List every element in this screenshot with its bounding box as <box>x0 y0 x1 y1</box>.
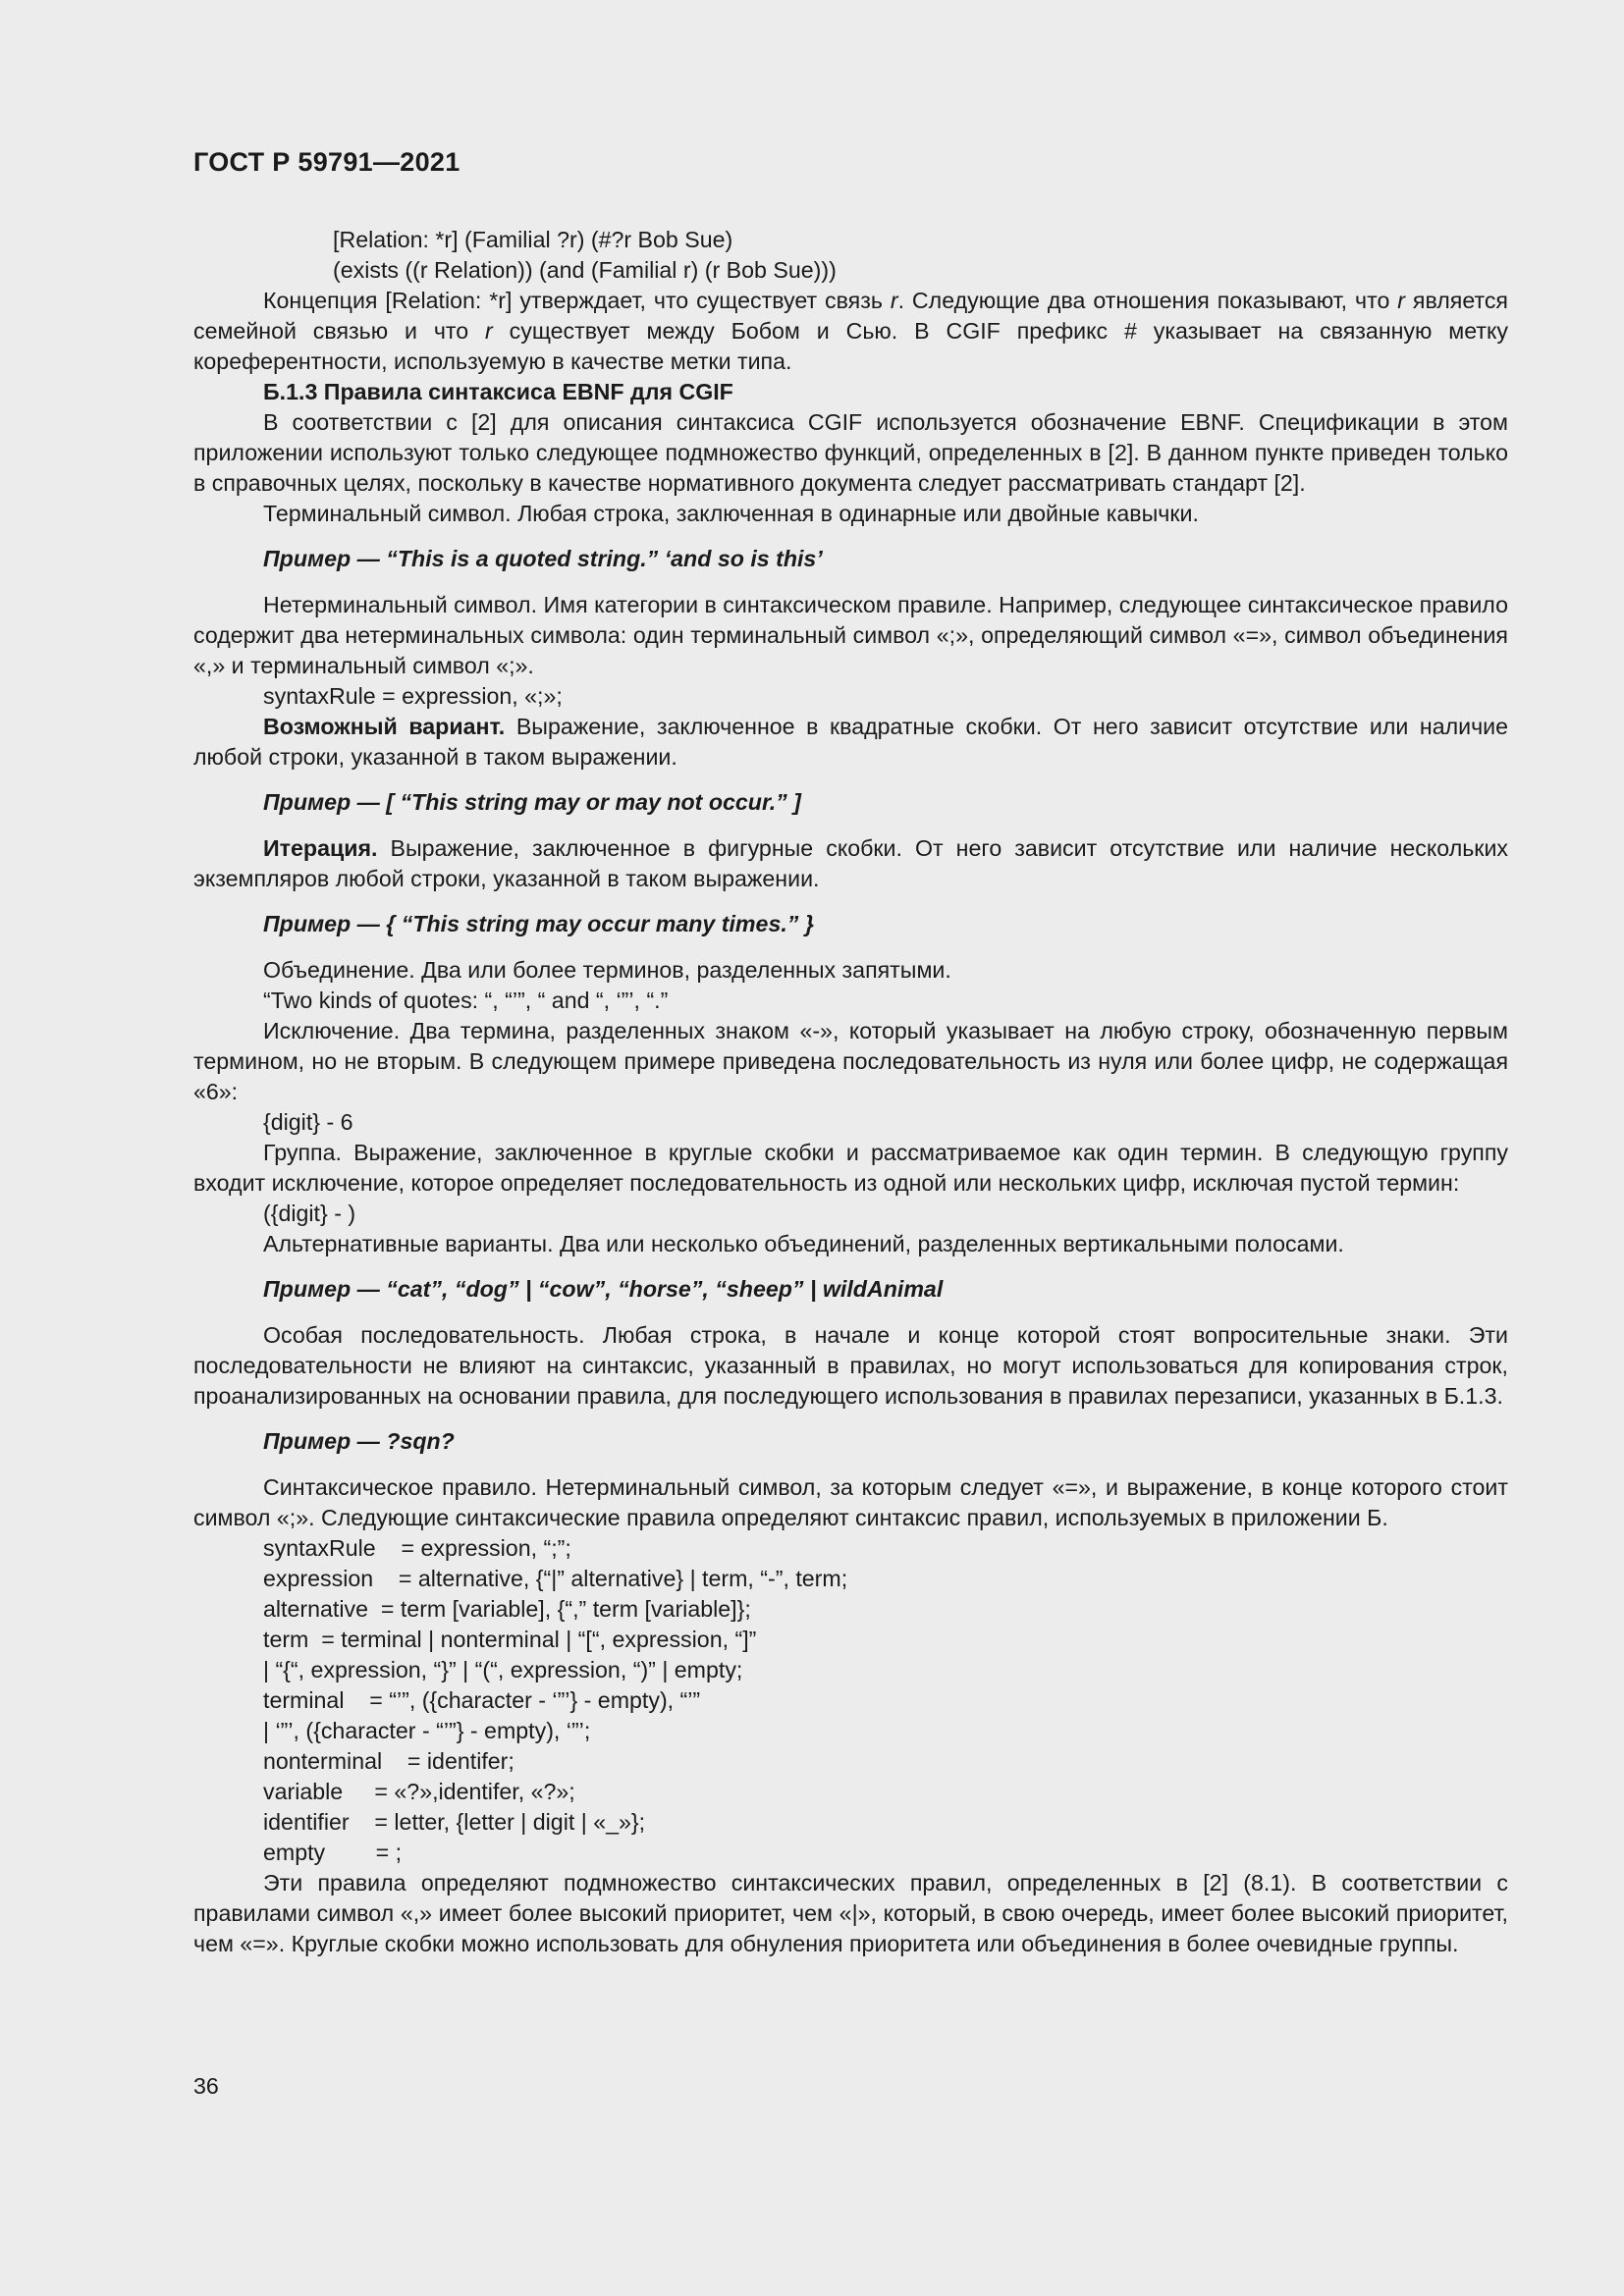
rule-line: terminal = “’”, ({character - ‘”’} - empty), “’” <box>263 1687 701 1713</box>
example: Пример — “This is a quoted string.” ‘and so is this’ <box>263 546 823 571</box>
rule-line: empty = ; <box>263 1840 403 1865</box>
paragraph: Итерация. Выражение, заключенное в фигурные скобки. От него зависит отсутствие или наличие нескольких экземпляров любой строки, указанной в таком выражении. <box>193 835 1508 891</box>
rule-line: term = terminal | nonterminal | “[“, expression, “]” <box>263 1627 757 1652</box>
page-number: 36 <box>193 2073 219 2099</box>
code-line: “Two kinds of quotes: “, “’”, “ and “, ‘”’, “.” <box>263 988 669 1013</box>
rule-line: | ‘”’, ({character - “’”} - empty), ‘”’; <box>263 1718 591 1743</box>
page-content <box>193 225 1508 1959</box>
document-header: ГОСТ Р 59791—2021 <box>193 147 460 177</box>
code-line: {digit} - 6 <box>263 1109 353 1135</box>
example: Пример — ?sqn? <box>263 1428 455 1454</box>
paragraph: В соответствии с [2] для описания синтаксиса CGIF используется обозначение EBNF. Спецификации в этом приложении используют только следующее подмножество функций, определенных в [2]. В данном пункте приведен только в справочных целях, поскольку в качестве нормативного документа следует рассматривать стандарт [2]. <box>193 409 1508 496</box>
paragraph: Исключение. Два термина, разделенных знаком «-», который указывает на любую строку, обозначенную первым термином, но не вторым. В следующем примере приведена последовательность из нуля или более цифр, не содержащая «6»: <box>193 1018 1508 1104</box>
code-line: ({digit} - ) <box>263 1201 356 1226</box>
paragraph: Объединение. Два или более терминов, разделенных запятыми. <box>263 957 951 983</box>
code-line: [Relation: *r] (Familial ?r) (#?r Bob Sue) <box>333 227 733 252</box>
rule-line: | “{“, expression, “}” | “(“, expression, “)” | empty; <box>263 1657 743 1682</box>
code-line: (exists ((r Relation)) (and (Familial r) (r Bob Sue))) <box>333 257 837 283</box>
rule-line: identifier = letter, {letter | digit | «_»}; <box>263 1809 646 1835</box>
rule-line: expression = alternative, {“|” alternative} | term, “-”, term; <box>263 1566 848 1591</box>
example: Пример — { “This string may occur many times.” } <box>263 911 814 936</box>
paragraph: Возможный вариант. Выражение, заключенное в квадратные скобки. От него зависит отсутствие или наличие любой строки, указанной в таком выражении. <box>193 714 1509 770</box>
rule-line: syntaxRule = expression, “;”; <box>263 1535 571 1561</box>
code-line: syntaxRule = expression, «;»; <box>263 683 563 709</box>
rule-line: alternative = term [variable], {“,” term [variable]}; <box>263 1596 751 1622</box>
paragraph: Альтернативные варианты. Два или несколько объединений, разделенных вертикальными полосами. <box>263 1231 1344 1256</box>
paragraph: Нетерминальный символ. Имя категории в синтаксическом правиле. Например, следующее синтаксическое правило содержит два нетерминальных символа: один терминальный символ «;», определяющий символ «=», символ объединения «,» и терминальный символ «;». <box>193 592 1508 678</box>
example: Пример — “cat”, “dog” | “cow”, “horse”, “sheep” | wildAnimal <box>263 1276 944 1302</box>
paragraph: Группа. Выражение, заключенное в круглые скобки и рассматриваемое как один термин. В следующую группу входит исключение, которое определяет последовательность из одной или нескольких цифр, исключая пустой термин: <box>193 1140 1508 1196</box>
paragraph: Синтаксическое правило. Нетерминальный символ, за которым следует «=», и выражение, в конце которого стоит символ «;». Следующие синтаксические правила определяют синтаксис правил, используемых в приложении Б. <box>193 1474 1508 1530</box>
section-heading: Б.1.3 Правила синтаксиса EBNF для CGIF <box>263 379 733 404</box>
paragraph: Терминальный символ. Любая строка, заключенная в одинарные или двойные кавычки. <box>263 501 1199 526</box>
paragraph: Эти правила определяют подмножество синтаксических правил, определенных в [2] (8.1). В соответствии с правилами символ «,» имеет более высокий приоритет, чем «|», который, в свою очередь, имеет более высокий приоритет, чем «=». Круглые скобки можно использовать для обнуления приоритета или объединения в более очевидные группы. <box>193 1870 1508 1956</box>
example: Пример — [ “This string may or may not occur.” ] <box>263 789 801 815</box>
rule-line: nonterminal = identifer; <box>263 1748 514 1774</box>
rule-line: variable = «?»,identifer, «?»; <box>263 1779 575 1804</box>
paragraph: Концепция [Relation: *r] утверждает, что существует связь r. Следующие два отношения показывают, что r является семейной связью и что r существует между Бобом и Сью. В CGIF префикс # указывает на связанную метку кореферентности, используемую в качестве метки типа. <box>193 288 1508 374</box>
paragraph: Особая последовательность. Любая строка, в начале и конце которой стоят вопросительные знаки. Эти последовательности не влияют на синтаксис, указанный в правилах, но могут использоваться для копирования строк, проанализированных на основании правила, для последующего использования в правилах перезаписи, указанных в Б.1.3. <box>193 1322 1508 1409</box>
